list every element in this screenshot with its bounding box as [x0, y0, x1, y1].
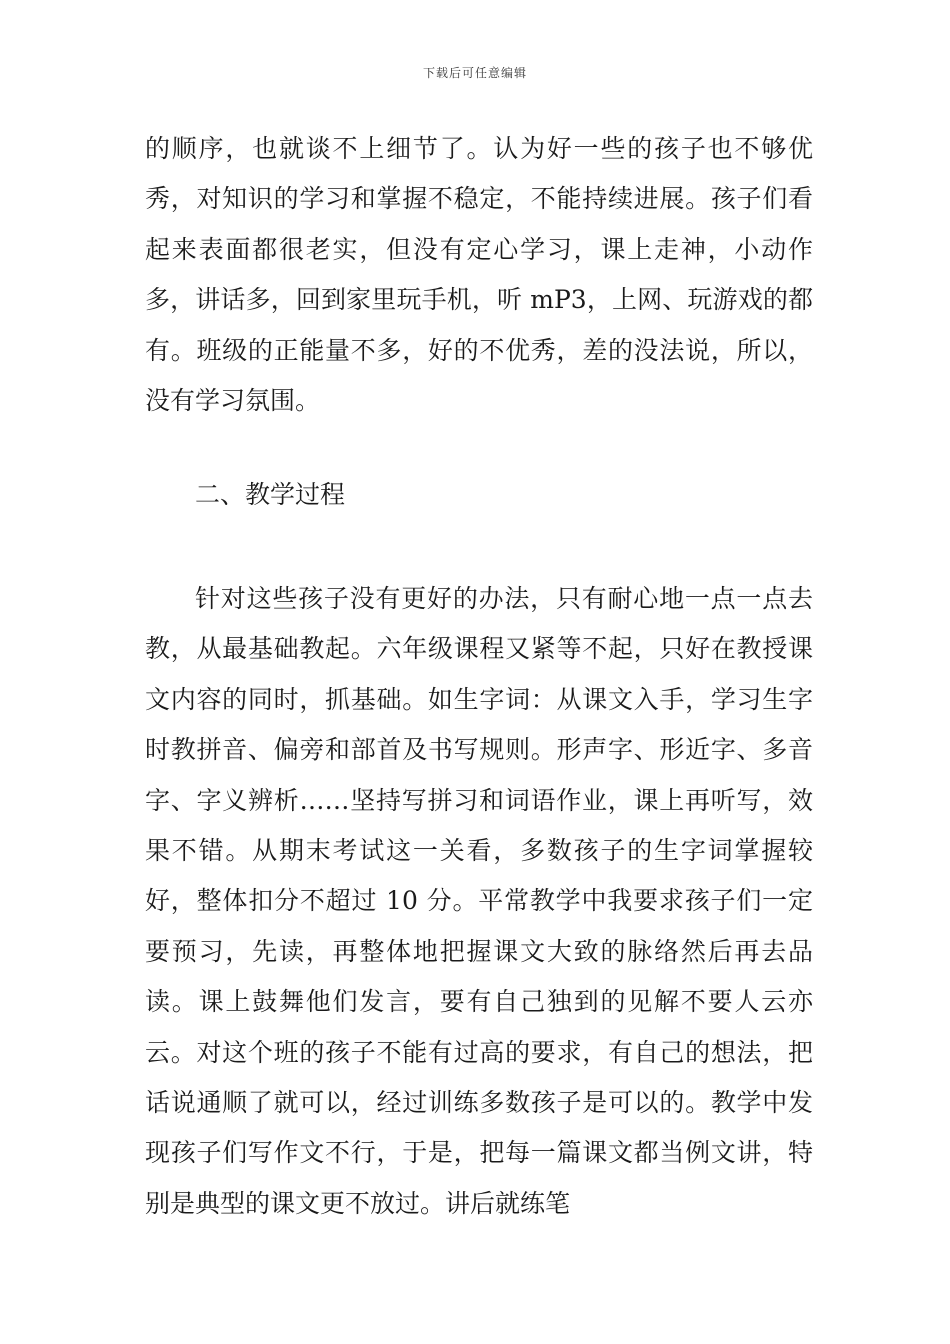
body-paragraph: 的顺序，也就谈不上细节了。认为好一些的孩子也不够优秀，对知识的学习和掌握不稳定，不能持续进展。孩子们看起来表面都很老实，但没有定心学习，课上走神，小动作多，讲话多，回到家里玩手机，听 mP3，上网、玩游戏的都有。班级的正能量不多，好的不优秀，差的没法说，所以，没有学习氛围。 — [145, 134, 813, 416]
body-paragraph: 针对这些孩子没有更好的办法，只有耐心地一点一点去教，从最基础教起。六年级课程又紧等不起，只好在教授课文内容的同时，抓基础。如生字词：从课文入手，学习生字时教拼音、偏旁和部首及书写规则。形声字、形近字、多音字、字义辨析……坚持写拼习和词语作业，课上再听写，效果不错。从期末考试这一关看，多数孩子的生字词掌握较好，整体扣分不超过 10 分。平常教学中我要求孩子们一定要预习，先读，再整体地把握课文大致的脉络然后再去品读。课上鼓舞他们发言，要有自己独到的见解不要人云亦云。对这个班的孩子不能有过高的要求，有自己的想法，把话说通顺了就可以，经过训练多数孩子是可以的。教学中发现孩子们写作文不行，于是，把每一篇课文都当例文讲，特别是典型的课文更不放过。讲后就练笔 — [145, 584, 813, 1218]
page-header: 下载后可任意编辑 — [422, 66, 527, 80]
section-heading: 二、教学过程 — [195, 480, 346, 509]
